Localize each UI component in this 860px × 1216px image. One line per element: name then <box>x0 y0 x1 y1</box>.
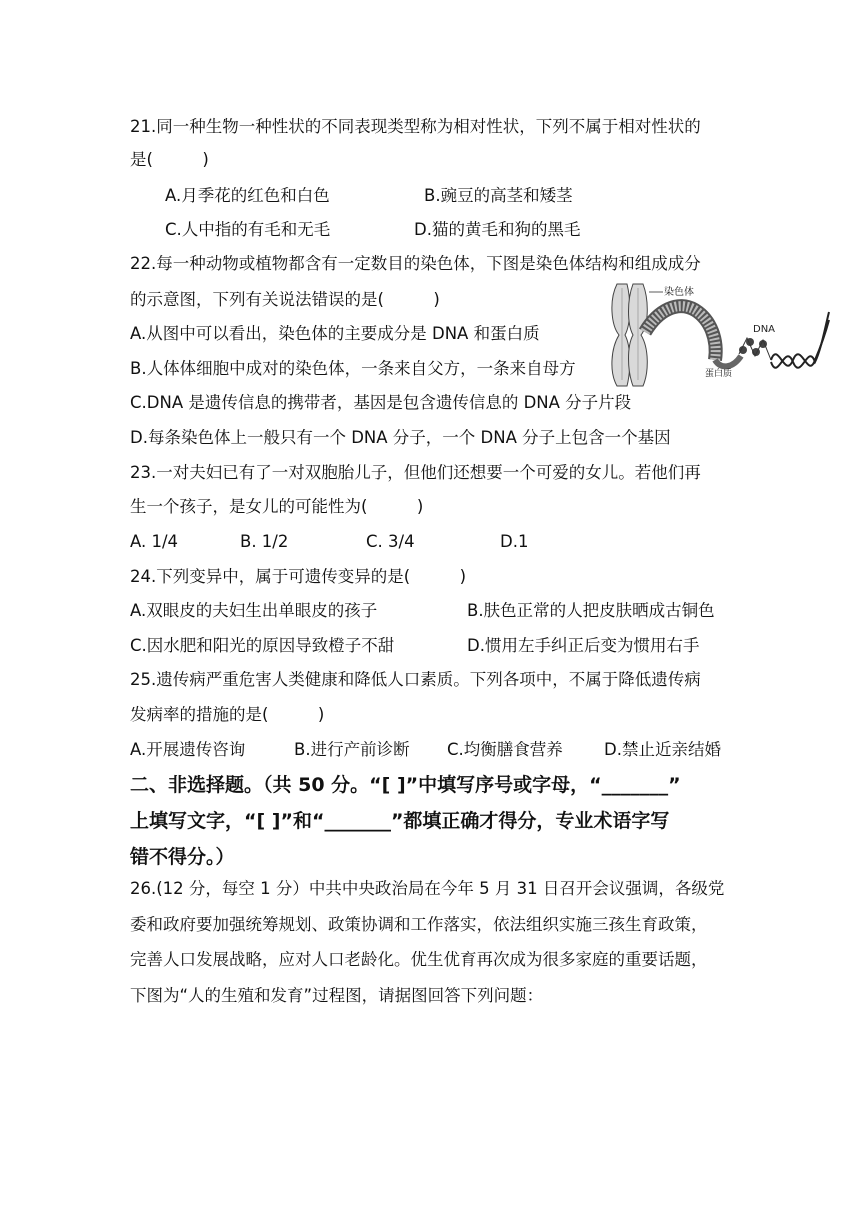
q24-option-a: A.双眼皮的夫妇生出单眼皮的孩子 <box>130 601 378 620</box>
q26-line1: 26.(12 分，每空 1 分）中共中央政治局在今年 5 月 31 日召开会议强调，各级党 <box>130 879 725 898</box>
q26-line4: 下图为“人的生殖和发育”过程图，请据图回答下列问题： <box>130 986 544 1005</box>
q21-option-c: C.人中指的有毛和无毛 <box>165 220 331 239</box>
q21-option-d: D.猫的黄毛和狗的黑毛 <box>414 220 581 239</box>
q23-stem-line1: 23.一对夫妇已有了一对双胞胎儿子，但他们还想要一个可爱的女儿。若他们再 <box>130 463 701 482</box>
label-dna: DNA <box>753 324 776 335</box>
nucleosome-beads-icon <box>739 338 771 360</box>
q24-stem-line1: 24.下列变异中，属于可遗传变异的是( ) <box>130 567 467 586</box>
q21-option-a: A.月季花的红色和白色 <box>165 186 330 205</box>
q23-option-c: C. 3/4 <box>366 532 415 551</box>
chromatin-coil-icon <box>645 306 741 366</box>
q26-line2: 委和政府要加强统筹规划、政策协调和工作落实，依法组织实施三孩生育政策， <box>130 915 708 934</box>
q22-option-d: D.每条染色体上一般只有一个 DNA 分子，一个 DNA 分子上包含一个基因 <box>130 428 671 447</box>
q22-option-c: C.DNA 是遗传信息的携带者，基因是包含遗传信息的 DNA 分子片段 <box>130 393 632 412</box>
dna-helix-icon <box>771 312 829 368</box>
q23-option-b: B. 1/2 <box>240 532 289 551</box>
q22-option-a: A.从图中可以看出，染色体的主要成分是 DNA 和蛋白质 <box>130 324 540 343</box>
label-chromosome: 染色体 <box>664 287 694 298</box>
q23-stem-line2: 生一个孩子，是女儿的可能性为( ) <box>130 497 424 516</box>
q22-stem-line1: 22.每一种动物或植物都含有一定数目的染色体，下图是染色体结构和组成成分 <box>130 254 701 273</box>
q25-stem-line1: 25.遗传病严重危害人类健康和降低人口素质。下列各项中，不属于降低遗传病 <box>130 670 701 689</box>
q21-option-b: B.豌豆的高茎和矮茎 <box>424 186 573 205</box>
q26-line3: 完善人口发展战略，应对人口老龄化。优生优育再次成为很多家庭的重要话题， <box>130 950 708 969</box>
q24-option-c: C.因水肥和阳光的原因导致橙子不甜 <box>130 636 395 655</box>
q22-stem-line2: 的示意图，下列有关说法错误的是( ) <box>130 290 440 309</box>
chromosome-icon <box>612 284 647 386</box>
q21-stem-line1: 21.同一种生物一种性状的不同表现类型称为相对性状，下列不属于相对性状的 <box>130 117 701 136</box>
q25-option-b: B.进行产前诊断 <box>294 740 410 759</box>
q25-option-c: C.均衡膳食营养 <box>447 740 563 759</box>
label-protein: 蛋白质 <box>705 369 733 379</box>
q23-option-d: D.1 <box>500 532 529 551</box>
q24-option-d: D.惯用左手纠正后变为惯用右手 <box>467 636 700 655</box>
q25-option-d: D.禁止近亲结婚 <box>604 740 721 759</box>
q23-option-a: A. 1/4 <box>130 532 179 551</box>
q25-stem-line2: 发病率的措施的是( ) <box>130 705 325 724</box>
section2-heading-line3: 错不得分。） <box>130 846 235 868</box>
q24-option-b: B.肤色正常的人把皮肤晒成古铜色 <box>467 601 715 620</box>
q21-stem-line2: 是( ) <box>130 150 209 169</box>
q22-option-b: B.人体体细胞中成对的染色体，一条来自父方，一条来自母方 <box>130 359 576 378</box>
section2-heading-line1: 二、非选择题。（共 50 分。“[ ]”中填写序号或字母，“_______” <box>130 774 681 796</box>
section2-heading-line2: 上填写文字，“[ ]”和“_______”都填正确才得分，专业术语字写 <box>130 810 670 832</box>
chromosome-structure-figure <box>603 280 833 390</box>
q25-option-a: A.开展遗传咨询 <box>130 740 246 759</box>
